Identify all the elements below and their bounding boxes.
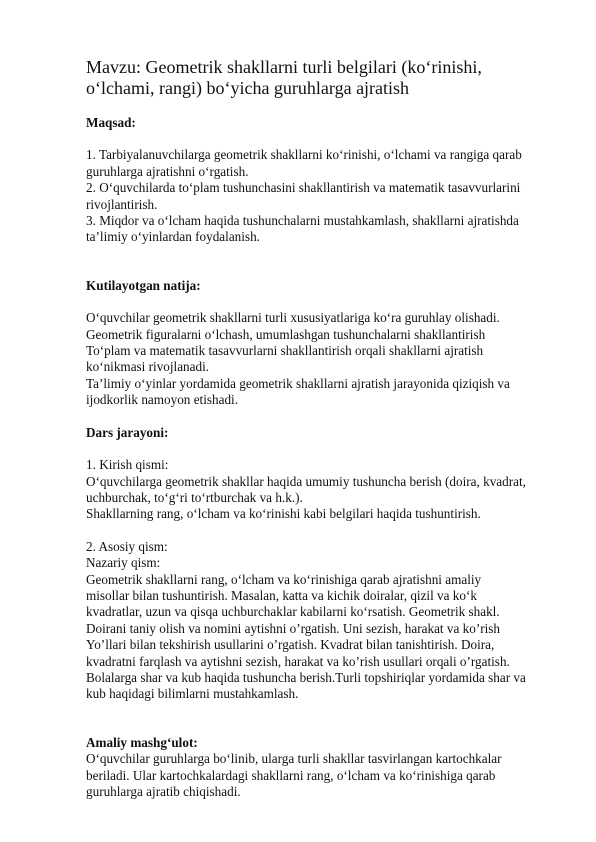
maqsad-paragraph <box>86 147 556 245</box>
section-heading-amaliy: Amaliy mashgʻulot: <box>86 734 198 750</box>
kirish-paragraph <box>86 457 556 523</box>
text-line: Oʻquvchilar geometrik shakllarni turli xususiyatlariga koʻra guruhlay olishadi. <box>86 310 500 326</box>
text-line: 2. Oʻquvchilarda toʻplam tushunchasini shakllantirish va matematik tasavvurlarini <box>86 180 521 196</box>
text-line: guruhlarga ajratishni oʻrgatish. <box>86 163 249 179</box>
text-line: Yo’llari bilan tekshirish usullarini o’rgatish. Kvadrat bilan tanishtirish. Doira, <box>86 637 495 653</box>
text-line: Geometrik figuralarni oʻlchash, umumlashgan tushunchalarni shakllantirish <box>86 326 486 342</box>
amaliy-paragraph <box>86 751 556 800</box>
section-heading-jarayon: Dars jarayoni: <box>86 424 169 440</box>
text-line: kub haqidagi bilimlarni mustahkamlash. <box>86 686 299 702</box>
text-line: Nazariy qism: <box>86 555 161 571</box>
text-line: ijodkorlik namoyon etishadi. <box>86 392 239 408</box>
text-line: Doirani taniy olish va nomini aytishni o’rgatish. Uni sezish, harakat va ko’rish <box>86 620 500 636</box>
text-line: beriladi. Ular kartochkalardagi shakllarni rang, oʻlcham va koʻrinishiga qarab <box>86 767 496 783</box>
text-line: koʻnikmasi rivojlanadi. <box>86 359 210 375</box>
text-line: misollar bilan tushuntirish. Masalan, katta va kichik doiralar, qizil va koʻk <box>86 587 477 603</box>
text-line: 3. Miqdor va oʻlcham haqida tushunchalarni mustahkamlash, shakllarni ajratishda <box>86 213 519 229</box>
text-line: Toʻplam va matematik tasavvurlarni shakllantirish orqali shakllarni ajratish <box>86 343 484 359</box>
text-line: Geometrik shakllarni rang, oʻlcham va koʻrinishiga qarab ajratishni amaliy <box>86 571 482 587</box>
text-line: kvadratlar, uzun va qisqa uchburchaklar kabilarni koʻrsatish. Geometrik shakl. <box>86 604 500 620</box>
text-line: 1. Tarbiyalanuvchilarga geometrik shakllarni koʻrinishi, oʻlchami va rangiga qarab <box>86 147 522 163</box>
section-heading-natija: Kutilayotgan natija: <box>86 277 201 293</box>
text-line: Shakllarning rang, oʻlcham va koʻrinishi kabi belgilari haqida tushuntirish. <box>86 506 481 522</box>
section-heading-maqsad: Maqsad: <box>86 115 136 130</box>
title-line: oʻlchami, rangi) boʻyicha guruhlarga ajratish <box>86 78 410 98</box>
text-line: rivojlantirish. <box>86 196 158 212</box>
text-line: kvadratni farqlash va aytishni sezish, harakat va ko’rish usullari orqali o’rgatish. <box>86 653 510 669</box>
text-line: 2. Asosiy qism: <box>86 538 168 554</box>
natija-paragraph <box>86 310 556 408</box>
text-line: 1. Kirish qismi: <box>86 457 169 473</box>
text-line: Oʻquvchilar guruhlarga boʻlinib, ularga turli shakllar tasvirlangan kartochkalar <box>86 751 502 767</box>
text-line: uchburchak, toʻgʻri toʻrtburchak va h.k.). <box>86 489 303 505</box>
title-line: Mavzu: Geometrik shakllarni turli belgilari (koʻrinishi, <box>86 57 482 77</box>
text-line: guruhlarga ajratib chiqishadi. <box>86 784 241 799</box>
text-line: Bolalarga shar va kub haqida tushuncha berish.Turli topshiriqlar yordamida shar va <box>86 669 526 685</box>
page-title <box>86 57 556 99</box>
text-line: ta’limiy oʻyinlardan foydalanish. <box>86 229 260 245</box>
text-line: Ta’limiy oʻyinlar yordamida geometrik shakllarni ajratish jarayonida qiziqish va <box>86 375 510 391</box>
asosiy-paragraph <box>86 539 556 703</box>
text-line: Oʻquvchilarga geometrik shakllar haqida umumiy tushuncha berish (doira, kvadrat, <box>86 473 526 489</box>
